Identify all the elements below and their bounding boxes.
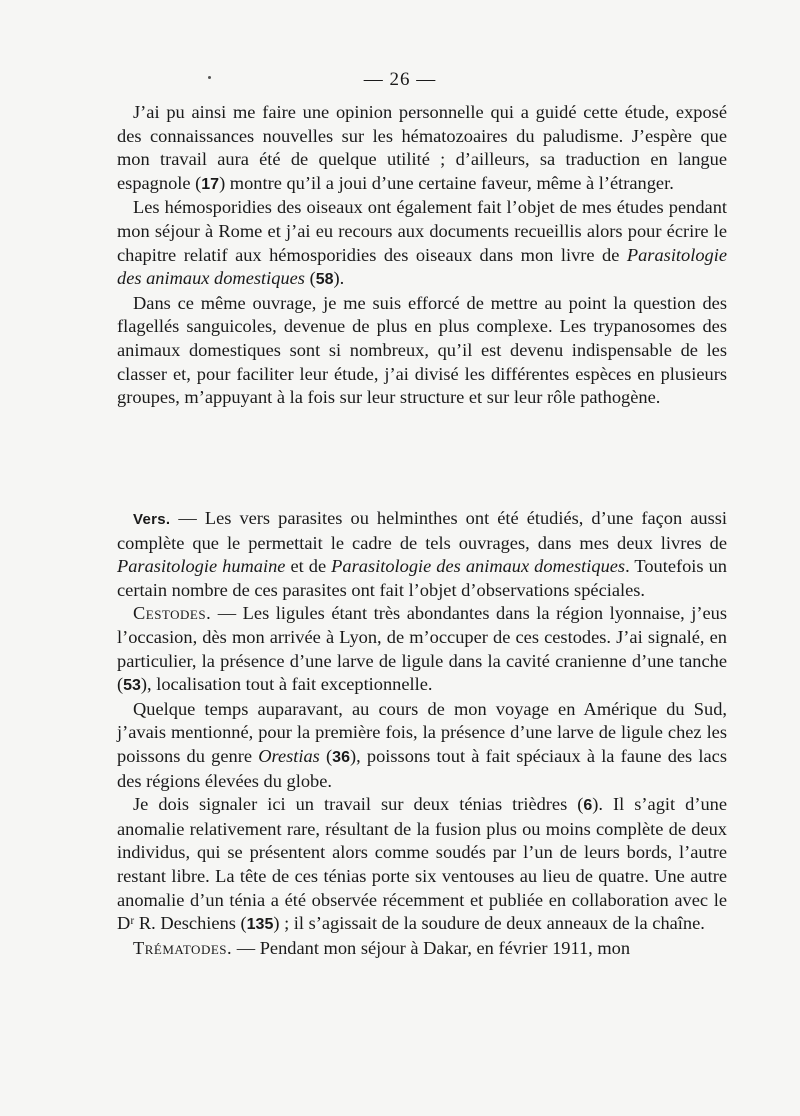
text-run: ). [333, 268, 345, 289]
text-run: Quelque temps auparavant, au cours de mon voyage en Amérique du Sud, j’avais mentionné, pour la première fois, la présence d’une larve de ligule chez les poissons du genre [117, 698, 727, 766]
text-run: ) ; il s’agissait de la soudure de deux anneaux de la chaîne. [273, 913, 705, 934]
paragraph [117, 602, 727, 697]
reference-number: 6 [583, 797, 593, 815]
text-run: Les hémosporidies des oiseaux ont également fait l’objet de mes études pendant mon séjour à Rome et j’ai eu recours aux documents recueillis alors pour écrire le chapitre relatif aux hémosporidies des oiseaux dans mon livre de [117, 197, 727, 265]
subsection-heading: Trématodes. [133, 937, 233, 958]
text-run: ), poissons tout à fait spéciaux à la faune des lacs des régions élevées du globe. [117, 745, 727, 791]
paragraph [117, 698, 727, 793]
text-block-lower [117, 507, 727, 960]
paragraph [117, 101, 727, 196]
subsection-heading: Cestodes. [133, 603, 212, 624]
text-run: . Toutefois un certain nombre de ces parasites ont fait l’objet d’observations spéciales. [117, 556, 727, 600]
paragraph [117, 793, 727, 937]
reference-number: 36 [332, 748, 350, 766]
reference-number: 17 [201, 175, 220, 193]
reference-number: 135 [246, 916, 274, 934]
italic-title: Orestias [258, 745, 320, 766]
text-run: ( [319, 745, 333, 766]
text-run: Dans ce même ouvrage, je me suis efforcé de mettre au point la question des flagellés sanguicoles, devenue de plus en plus complexe. Les trypanosomes des animaux domestiques sont si nombreux, qu’il est devenu indispensable de les classer et, pour faciliter leur étude, j’ai divisé les différentes espèces en plusieurs groupes, m’appuyant à la fois sur leur structure et sur leur rôle pathogène. [117, 292, 727, 408]
paragraph [117, 507, 727, 602]
text-run: et de [285, 556, 332, 577]
text-run: ). Il s’agit d’une anomalie relativement rare, résultant de la fusion plus ou moins complète de deux individus, qui se présentent alors comme soudés par l’un de leurs bords, l’autre restant libre. La tête de ces ténias porte six ventouses au lieu de quatre. Une autre anomalie d’un ténia a été observée récemment et publiée en collaboration avec le Dʳ R. Deschiens ( [117, 794, 727, 934]
text-run: J’ai pu ainsi me faire une opinion personnelle qui a guidé cette étude, exposé des connaissances nouvelles sur les hématozoaires du paludisme. J’espère que mon travail aura été de quelque utilité ; d’ailleurs, sa traduction en langue espagnole ( [117, 102, 727, 193]
italic-title: Parasitologie des animaux domestiques [117, 244, 727, 289]
page-number: — 26 — [363, 69, 437, 90]
paragraph [117, 196, 727, 291]
text-run: — Les vers parasites ou helminthes ont été étudiés, d’une façon aussi complète que le permettait le cadre de tels ouvrages, dans mes deux livres de [117, 508, 727, 553]
text-run: ( [304, 268, 316, 289]
italic-title: Parasitologie humaine [117, 556, 286, 577]
reference-number: 53 [123, 677, 141, 695]
text-run: ) montre qu’il a joui d’une certaine faveur, même à l’étranger. [219, 172, 674, 193]
paragraph [117, 937, 727, 961]
text-run: ), localisation tout à fait exceptionnelle. [140, 674, 433, 695]
reference-number: 58 [315, 271, 334, 289]
text-run: — Pendant mon séjour à Dakar, en février 1911, mon [232, 937, 631, 958]
text-run: Je dois signaler ici un travail sur deux ténias trièdres ( [133, 794, 584, 815]
paragraph [117, 292, 727, 410]
text-run: — Les ligules étant très abondantes dans la région lyonnaise, j’eus l’occasion, dès mon arrivée à Lyon, de m’occuper de ces cestodes. J’ai signalé, en particulier, la présence d’une larve de ligule dans la cavité cranienne d’une tanche ( [117, 603, 727, 695]
section-heading: Vers. [133, 511, 171, 528]
text-block-upper [117, 101, 727, 410]
italic-title: Parasitologie des animaux domestiques [331, 556, 626, 577]
